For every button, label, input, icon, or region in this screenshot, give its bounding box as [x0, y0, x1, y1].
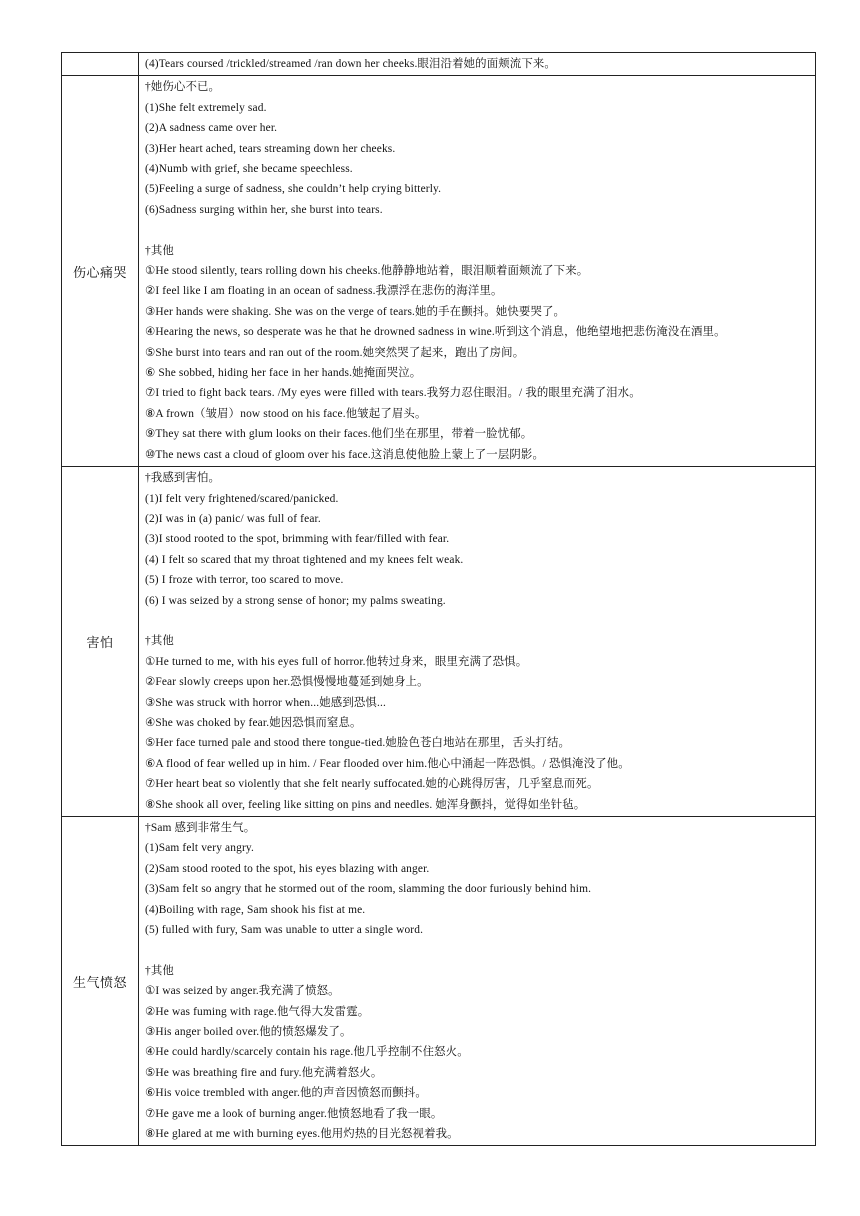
phrase-line: ⑥ She sobbed, hiding her face in her hands.她掩面哭泣。 [145, 367, 422, 380]
category-label: 伤心痛哭 [62, 76, 139, 467]
phrase-line: ⑥His voice trembled with anger.他的声音因愤怒而颤抖。 [145, 1087, 427, 1100]
phrase-line: (5) fulled with fury, Sam was unable to utter a single word. [145, 924, 424, 937]
section-heading: †Sam 感到非常生气。 [145, 822, 256, 834]
phrase-line: ⑤Her face turned pale and stood there tongue-tied.她脸色苍白地站在那里，舌头打结。 [145, 737, 571, 750]
phrase-line: ②Fear slowly creeps upon her.恐惧慢慢地蔓延到她身上。 [145, 676, 429, 689]
phrase-line: ④He could hardly/scarcely contain his rage.他几乎控制不住怒火。 [145, 1046, 469, 1059]
phrase-list [139, 817, 816, 1146]
phrase-line: ②I feel like I am floating in an ocean of sadness.我漂浮在悲伤的海洋里。 [145, 285, 503, 298]
phrase-line: (5) I froze with terror, too scared to move. [145, 574, 344, 587]
phrase-line: ①He stood silently, tears rolling down his cheeks.他静静地站着，眼泪顺着面颊流了下来。 [145, 265, 589, 278]
phrase-line: (4)Tears coursed /trickled/streamed /ran down her cheeks.眼泪沿着她的面颊流下来。 [145, 58, 556, 70]
phrase-line: ⑦Her heart beat so violently that she felt nearly suffocated.她的心跳得厉害，几乎窒息而死。 [145, 778, 599, 791]
phrase-line: (2)I was in (a) panic/ was full of fear. [145, 512, 321, 525]
phrase-line: ③She was struck with horror when...她感到恐惧... [145, 696, 386, 709]
phrase-line: (1)I felt very frightened/scared/panicked. [145, 492, 339, 505]
phrase-line: ⑧He glared at me with burning eyes.他用灼热的目光怒视着我。 [145, 1128, 459, 1141]
section-heading: †其他 [145, 635, 174, 648]
phrase-line: (6) I was seized by a strong sense of honor; my palms sweating. [145, 594, 446, 607]
table-row-continuation [62, 53, 816, 76]
phrase-table-body [62, 53, 816, 1146]
phrase-line: ③His anger boiled over.他的愤怒爆发了。 [145, 1026, 352, 1039]
section-heading: †其他 [145, 964, 174, 977]
phrase-line: ⑩The news cast a cloud of gloom over his face.这消息使他脸上蒙上了一层阴影。 [145, 448, 544, 461]
table-row-fear [62, 467, 816, 817]
table-row-sadness [62, 76, 816, 467]
phrase-line: ④She was choked by fear.她因恐惧而窒息。 [145, 716, 362, 729]
phrase-line: (3)Sam felt so angry that he stormed out of the room, slamming the door furiously behind him. [145, 883, 592, 896]
phrase-list [139, 53, 816, 76]
phrase-line: (4)Boiling with rage, Sam shook his fist at me. [145, 903, 366, 916]
phrase-line: ⑧A frown（皱眉）now stood on his face.他皱起了眉头。 [145, 407, 427, 420]
phrase-line: ⑤She burst into tears and ran out of the room.她突然哭了起来，跑出了房间。 [145, 346, 525, 359]
phrase-list [139, 467, 816, 817]
phrase-line: ①I was seized by anger.我充满了愤怒。 [145, 985, 340, 998]
phrase-line: (1)Sam felt very angry. [145, 842, 254, 855]
phrase-line: (3)I stood rooted to the spot, brimming with fear/filled with fear. [145, 533, 450, 546]
phrase-line: ③Her hands were shaking. She was on the verge of tears.她的手在颤抖。她快要哭了。 [145, 305, 566, 318]
phrase-line: (2)Sam stood rooted to the spot, his eyes blazing with anger. [145, 862, 430, 875]
phrase-line: ⑤He was breathing fire and fury.他充满着怒火。 [145, 1066, 383, 1079]
phrase-line: ①He turned to me, with his eyes full of horror.他转过身来，眼里充满了恐惧。 [145, 655, 528, 668]
spacer [145, 940, 815, 960]
section-heading: †其他 [145, 244, 174, 257]
section-heading: †她伤心不已。 [145, 81, 221, 94]
table-row-anger [62, 817, 816, 1146]
phrase-line: (4) I felt so scared that my throat tightened and my knees felt weak. [145, 553, 464, 566]
phrase-line: (6)Sadness surging within her, she burst into tears. [145, 203, 383, 216]
phrase-list [139, 76, 816, 467]
phrase-line: ⑦I tried to fight back tears. /My eyes were filled with tears.我努力忍住眼泪。/ 我的眼里充满了泪水。 [145, 387, 641, 400]
spacer [145, 611, 815, 631]
phrase-line: (2)A sadness came over her. [145, 122, 278, 135]
phrase-line: (3)Her heart ached, tears streaming down her cheeks. [145, 142, 396, 155]
phrase-table [61, 52, 816, 1146]
category-label: 生气愤怒 [62, 817, 139, 1146]
phrase-line: ②He was fuming with rage.他气得大发雷霆。 [145, 1005, 370, 1018]
spacer [145, 220, 815, 240]
phrase-line: ⑦He gave me a look of burning anger.他愤怒地看了我一眼。 [145, 1107, 443, 1120]
phrase-line: ⑧She shook all over, feeling like sitting on pins and needles. 她浑身颤抖，觉得如坐针毡。 [145, 798, 586, 811]
category-label [62, 53, 139, 76]
phrase-line: (1)She felt extremely sad. [145, 101, 267, 114]
phrase-line: ⑥A flood of fear welled up in him. / Fear flooded over him.他心中涌起一阵恐惧。/ 恐惧淹没了他。 [145, 757, 630, 770]
phrase-line: (4)Numb with grief, she became speechless. [145, 163, 353, 176]
section-heading: †我感到害怕。 [145, 472, 221, 485]
phrase-line: ④Hearing the news, so desperate was he that he drowned sadness in wine.听到这个消息，他绝望地把悲伤淹没在酒里。 [145, 326, 726, 339]
category-label: 害怕 [62, 467, 139, 817]
phrase-line: (5)Feeling a surge of sadness, she couldn’t help crying bitterly. [145, 183, 442, 196]
phrase-line: ⑨They sat there with glum looks on their faces.他们坐在那里，带着一脸忧郁。 [145, 428, 533, 441]
